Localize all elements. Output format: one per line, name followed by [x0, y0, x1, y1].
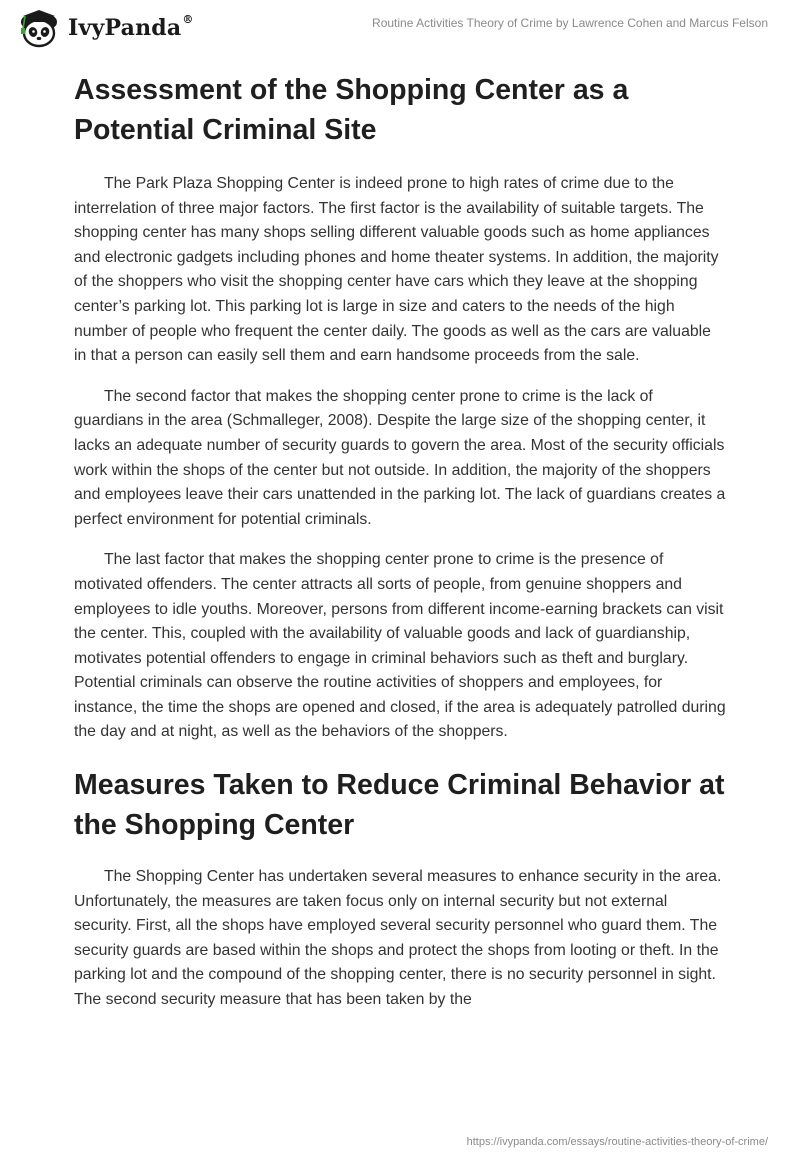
paragraph: The last factor that makes the shopping center prone to crime is the presence of motivated offenders. The center attracts all sorts of people, from genuine shoppers and employees to idle youths. Moreover, persons from different income-earning brackets can visit the center. This, coupled with the availability of valuable goods and lack of guardianship, motivates potential offenders to engage in criminal behaviors such as theft and burglary. Potential criminals can observe the routine activities of shoppers and employees, for instance, the time the shops are opened and closed, if the area is adequately patrolled during the day and at night, as well as the behaviors of the shoppers.: [74, 551, 726, 741]
registered-mark: ®: [182, 13, 194, 26]
paragraph: The second factor that makes the shopping center prone to crime is the lack of guardians in the area (Schmalleger, 2008). Despite the large size of the shopping center, it lacks an adequate number of security guards to govern the area. Most of the security officials work within the shops of the center but not outside. In addition, the majority of the shoppers and employees leave their cars unattended in the parking lot. The lack of guardians creates a perfect environment for potential criminals.: [74, 387, 726, 528]
section-heading: Measures Taken to Reduce Criminal Behavior at the Shopping Center: [74, 769, 725, 842]
paragraph: The Shopping Center has undertaken several measures to enhance security in the area. Unfortunately, the measures are taken focus only on internal security but not external security. First, all the shops have employed several security personnel who guard them. The security guards are based within the shops and protect the shops from looting or theft. In the parking lot and the compound of the shopping center, there is no security personnel in sight. The second security measure that has been taken by the: [74, 868, 722, 1009]
brand-name: IvyPanda®: [68, 13, 194, 41]
section-heading: Assessment of the Shopping Center as a Potential Criminal Site: [74, 74, 629, 146]
article-body: [74, 70, 726, 1029]
ivypanda-logo[interactable]: [14, 8, 194, 48]
document-title: Routine Activities Theory of Crime by Lawrence Cohen and Marcus Felson: [372, 16, 768, 30]
page-header: [0, 0, 800, 50]
source-url[interactable]: https://ivypanda.com/essays/routine-activities-theory-of-crime/: [466, 1136, 768, 1148]
panda-graduate-icon: [14, 7, 64, 49]
paragraph: The Park Plaza Shopping Center is indeed prone to high rates of crime due to the interrelation of three major factors. The first factor is the availability of suitable targets. The shopping center has many shops selling different valuable goods such as home appliances and electronic gadgets including phones and home theater systems. In addition, the majority of the shoppers who visit the shopping center have cars which they leave at the shopping center’s parking lot. This parking lot is large in size and caters to the needs of the high number of people who frequent the center daily. The goods as well as the cars are valuable in that a person can easily sell them and earn handsome proceeds from the sale.: [74, 175, 719, 365]
